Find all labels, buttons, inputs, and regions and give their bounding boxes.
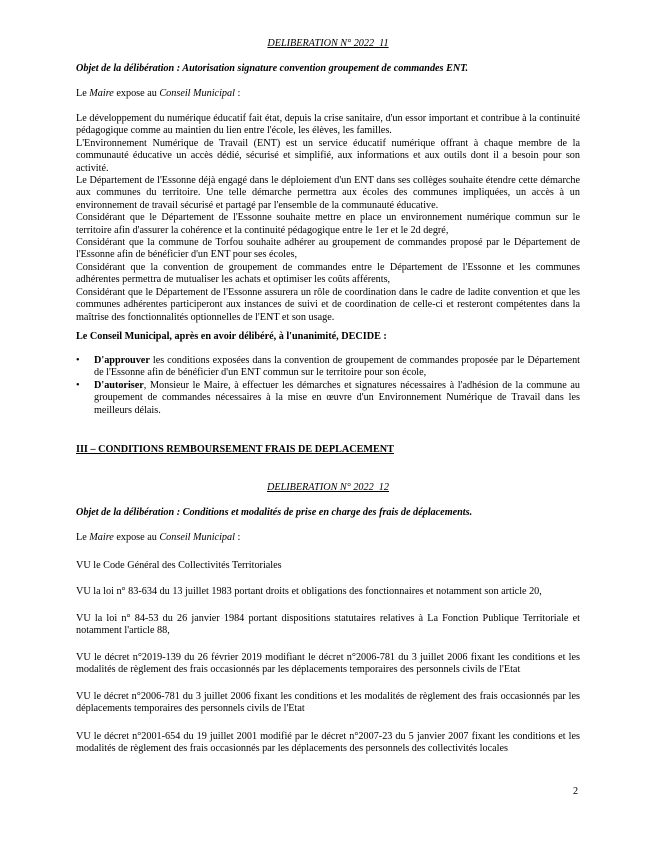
body-paragraph: Le Département de l'Essonne déjà engagé dans le déploiement d'un ENT dans ses collèges souhaite étendre cette démarche aux communes du territoire. Une telle démarche permettra aux écoles des communes impliquées, un accès à un environnement de travail sécurisé et partagé par l'ensemble de la communauté éducative. bbox=[76, 175, 580, 211]
deliberation-2-expose: Le Maire expose au Conseil Municipal : bbox=[76, 532, 241, 543]
body-paragraph: Considérant que le Département de l'Essonne souhaite mettre en place un environnement numérique commun sur le territoire afin d'assurer la cohérence et la continuité pédagogique entre le 1er et le 2d degré, bbox=[76, 212, 580, 236]
deliberation-1-object: Objet de la délibération : Autorisation signature convention groupement de commandes ENT. bbox=[76, 63, 469, 74]
bullet-icon: • bbox=[76, 379, 80, 391]
vu-item: VU la loi n° 83-634 du 13 juillet 1983 portant droits et obligations des fonctionnaires et notamment son article 20, bbox=[76, 586, 542, 597]
deliberation-2-title: DELIBERATION N° 2022_12 bbox=[267, 482, 389, 493]
section-heading: III – CONDITIONS REMBOURSEMENT FRAIS DE DEPLACEMENT bbox=[76, 444, 394, 455]
vu-item: VU le Code Général des Collectivités Territoriales bbox=[76, 560, 282, 571]
vu-item: VU le décret n°2001-654 du 19 juillet 2001 modifié par le décret n°2007-23 du 5 janvier 2007 fixant les conditions et les modalités de règlement des frais occasionnés par les déplacements des personnels des collectivités locales bbox=[76, 731, 580, 755]
deliberation-1-title: DELIBERATION N° 2022_11 bbox=[267, 38, 389, 49]
body-paragraph: L'Environnement Numérique de Travail (ENT) est un service éducatif numérique offrant à chaque membre de la communauté éducative un accès dédié, sécurisé et simplifié, aux informations et aux outils dont il a besoin pour son activité. bbox=[76, 137, 580, 174]
deliberation-1-expose: Le Maire expose au Conseil Municipal : bbox=[76, 88, 241, 99]
vu-item: VU le décret n°2006-781 du 3 juillet 2006 fixant les conditions et les modalités de règlement des frais occasionnés par les déplacements temporaires des personnels civils de l'Etat bbox=[76, 691, 580, 715]
vu-item: VU la loi n° 84-53 du 26 janvier 1984 portant dispositions statutaires relatives à La Fonction Publique Territoriale et notamment l'article 88, bbox=[76, 613, 580, 637]
body-paragraph: Le développement du numérique éducatif fait état, depuis la crise sanitaire, d'un essor important et contribue à la continuité pédagogique comme au maintien du lien entre l'école, les élèves, les familles. bbox=[76, 113, 580, 137]
vu-item: VU le décret n°2019-139 du 26 février 2019 modifiant le décret n°2006-781 du 3 juillet 2006 fixant les conditions et les modalités de règlement des frais occasionnés par les déplacements temporaires des personnels civils de l'Etat bbox=[76, 652, 580, 676]
deliberation-1-body bbox=[76, 113, 580, 324]
deliberation-1-decide: Le Conseil Municipal, après en avoir délibéré, à l'unanimité, DECIDE : bbox=[76, 331, 387, 342]
body-paragraph: Considérant que la convention de groupement de commandes entre le Département de l'Essonne et les communes adhérentes permettra de mutualiser les achats et optimiser les coûts afférents, bbox=[76, 261, 580, 286]
page-number: 2 bbox=[573, 786, 579, 797]
body-paragraph: Considérant que le Département de l'Essonne assurera un rôle de coordination dans le cadre de ladite convention et que les communes adhérentes participeront aux instances de suivi et de coordination de celle-ci et resteront compétentes dans la maîtrise des fonctionnalités optionnelles de l'ENT et son usage. bbox=[76, 286, 580, 323]
deliberation-2-object: Objet de la délibération : Conditions et modalités de prise en charge des frais de déplacements. bbox=[76, 507, 473, 518]
decision-item: • D'approuver les conditions exposées dans la convention de groupement de commandes proposée par le Département de l'Essonne afin de bénéficier d'un ENT commun sur le territoire pour son école, bbox=[76, 355, 580, 379]
bullet-icon: • bbox=[76, 355, 80, 366]
body-paragraph: Considérant que la commune de Torfou souhaite adhérer au groupement de commandes proposé par le Département de l'Essonne afin de bénéficier d'un ENT pour ses écoles, bbox=[76, 237, 580, 261]
deliberation-1-decisions bbox=[76, 355, 580, 417]
decision-item: • D'autoriser, Monsieur le Maire, à effectuer les démarches et signatures nécessaires à l'adhésion de la commune au groupement de commandes nécessaires à la mise en œuvre d'un Environnement Numérique de Travail dans les meilleurs délais. bbox=[76, 379, 580, 416]
